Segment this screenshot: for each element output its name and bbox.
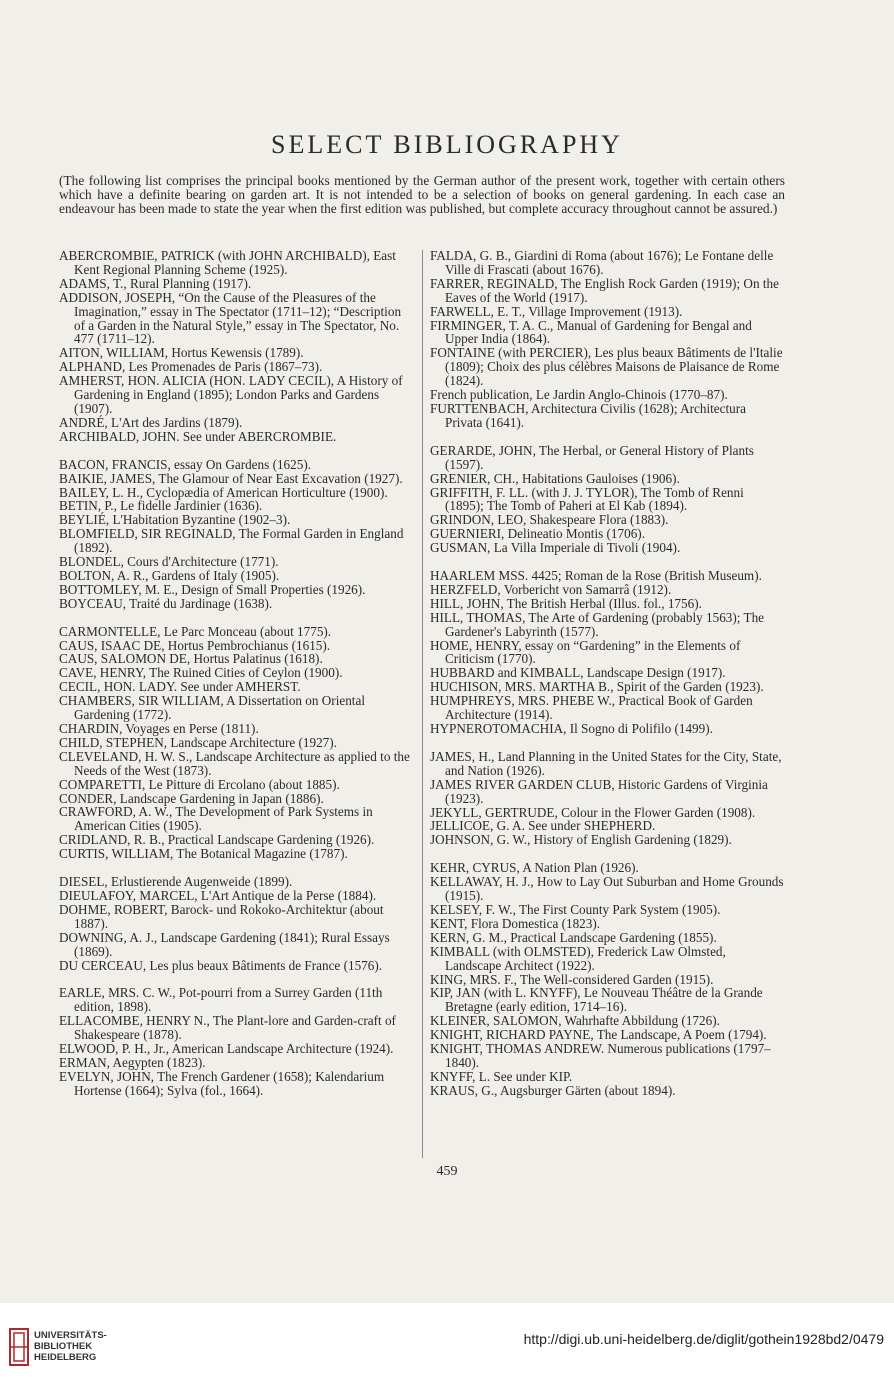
bibliography-entry: HYPNEROTOMACHIA, Il Sogno di Polifilo (1499). bbox=[430, 721, 713, 736]
bibliography-entry: KENT, Flora Domestica (1823). bbox=[430, 915, 601, 931]
bibliography-entry: French publication, Le Jardin Anglo-Chinois (1770–87). bbox=[430, 387, 728, 403]
intro-paragraph: (The following list comprises the principal books mentioned by the German author of the present work, together with certain others which have a definite bearing on garden art. It is not intended to be a selection of books on general gardening. In each case an endeavour has been made to state the year when the first edition was published, but complete accuracy throughout cannot be assured.) bbox=[59, 173, 785, 217]
bibliography-entry: BLOMFIELD, SIR REGINALD, The Formal Garden in England (1892). bbox=[59, 526, 404, 556]
bibliography-entry: KEHR, CYRUS, A Nation Plan (1926). bbox=[430, 860, 639, 876]
bibliography-entry: DIEULAFOY, MARCEL, L'Art Antique de la Perse (1884). bbox=[59, 887, 377, 903]
bibliography-entry: KRAUS, G., Augsburger Gärten (about 1894). bbox=[430, 1082, 676, 1098]
group-spacer bbox=[430, 430, 785, 444]
bibliography-entry: GRINDON, LEO, Shakespeare Flora (1883). bbox=[430, 512, 669, 528]
library-name-line: UNIVERSITÄTS- bbox=[34, 1330, 107, 1341]
library-name bbox=[34, 1330, 107, 1363]
bibliography-entry: BOTTOMLEY, M. E., Design of Small Properties (1926). bbox=[59, 581, 366, 597]
group-spacer bbox=[430, 847, 785, 861]
bibliography-entry: EARLE, MRS. C. W., Pot-pourri from a Surrey Garden (11th edition, 1898). bbox=[59, 985, 383, 1015]
bibliography-entry: CHARDIN, Voyages en Perse (1811). bbox=[59, 721, 259, 736]
bibliography-entry: COMPARETTI, Le Pitture di Ercolano (about 1885). bbox=[59, 776, 340, 792]
library-logo-icon[interactable] bbox=[8, 1327, 30, 1372]
bibliography-entry: KNIGHT, THOMAS ANDREW. Numerous publications (1797–1840). bbox=[430, 1041, 771, 1070]
bibliography-entry: CLEVELAND, H. W. S., Landscape Architecture as applied to the Needs of the West (1873). bbox=[59, 748, 410, 778]
bibliography-entry: KING, MRS. F., The Well-considered Garden (1915). bbox=[430, 971, 714, 987]
group-spacer bbox=[430, 555, 785, 569]
library-name-line: BIBLIOTHEK bbox=[34, 1341, 93, 1352]
bibliography-entry: BOYCEAU, Traité du Jardinage (1638). bbox=[59, 595, 273, 611]
bibliography-entry: ERMAN, Aegypten (1823). bbox=[59, 1054, 206, 1070]
bibliography-entry: KELSEY, F. W., The First County Park System (1905). bbox=[430, 901, 721, 917]
bibliography-entry: BAIKIE, JAMES, The Glamour of Near East Excavation (1927). bbox=[59, 470, 403, 486]
bibliography-entry: ANDRÉ, L'Art des Jardins (1879). bbox=[59, 414, 243, 430]
bibliography-entry: JOHNSON, G. W., History of English Gardening (1829). bbox=[430, 832, 732, 848]
bibliography-entry: FIRMINGER, T. A. C., Manual of Gardening for Bengal and Upper India (1864). bbox=[430, 317, 752, 347]
bibliography-right-column bbox=[430, 249, 785, 1098]
bibliography-entry: BEYLIÉ, L'Habitation Byzantine (1902–3). bbox=[59, 512, 291, 528]
group-spacer bbox=[59, 444, 414, 458]
bibliography-entry: GRENIER, CH., Habitations Gauloises (1906). bbox=[430, 470, 680, 486]
bibliography-entry: GRIFFITH, F. LL. (with J. J. TYLOR), The Tomb of Renni (1895); The Tomb of Paheri at El Kab (1894). bbox=[430, 484, 744, 514]
bibliography-entry: DU CERCEAU, Les plus beaux Bâtiments de France (1576). bbox=[59, 957, 383, 973]
bibliography-entry: KLEINER, SALOMON, Wahrhafte Abbildung (1726). bbox=[430, 1013, 720, 1029]
bibliography-entry: BETIN, P., Le fidelle Jardinier (1636). bbox=[59, 498, 263, 514]
bibliography-entry: JAMES, H., Land Planning in the United States for the City, State, and Nation (1926). bbox=[430, 748, 782, 778]
group-spacer bbox=[59, 972, 414, 986]
bibliography-entry: HILL, JOHN, The British Herbal (Illus. fol., 1756). bbox=[430, 595, 702, 611]
bibliography-entry: BOLTON, A. R., Gardens of Italy (1905). bbox=[59, 567, 280, 583]
bibliography-entry: FONTAINE (with PERCIER), Les plus beaux Bâtiments de l'Italie (1809); Choix des plus célèbres Maisons de Plaisance de Rome (1824). bbox=[430, 345, 783, 389]
source-url-link[interactable]: http://digi.ub.uni-heidelberg.de/diglit/gothein1928bd2/0479 bbox=[523, 1331, 884, 1347]
group-spacer bbox=[430, 736, 785, 750]
bibliography-entry: HUMPHREYS, MRS. PHEBE W., Practical Book of Garden Architecture (1914). bbox=[430, 693, 753, 723]
bibliography-entry: FURTTENBACH, Architectura Civilis (1628); Architectura Privata (1641). bbox=[430, 400, 747, 430]
bibliography-entry: CAUS, ISAAC DE, Hortus Pembrochianus (1615). bbox=[59, 637, 331, 653]
bibliography-entry: ADDISON, JOSEPH, “On the Cause of the Pleasures of the Imagination,” essay in The Spectator (1711–12); “Description of a Garden in the Natural Style,” essay in The Spectator, No. 477 (1711–12). bbox=[59, 289, 402, 347]
bibliography-entry: CONDER, Landscape Gardening in Japan (1886). bbox=[59, 790, 324, 806]
bibliography-entry: ALPHAND, Les Promenades de Paris (1867–73). bbox=[59, 359, 323, 375]
library-name-line: HEIDELBERG bbox=[34, 1352, 97, 1363]
bibliography-entry: KNIGHT, RICHARD PAYNE, The Landscape, A Poem (1794). bbox=[430, 1027, 767, 1043]
bibliography-entry: GERARDE, JOHN, The Herbal, or General History of Plants (1597). bbox=[430, 442, 754, 472]
bibliography-entry: ADAMS, T., Rural Planning (1917). bbox=[59, 275, 252, 291]
bibliography-entry: HUBBARD and KIMBALL, Landscape Design (1917). bbox=[430, 665, 726, 681]
bibliography-entry: KIMBALL (with OLMSTED), Frederick Law Olmsted, Landscape Architect (1922). bbox=[430, 943, 726, 973]
page-number: 459 bbox=[436, 1164, 458, 1179]
column-divider bbox=[422, 250, 423, 1158]
bibliography-entry: JEKYLL, GERTRUDE, Colour in the Flower Garden (1908). bbox=[430, 804, 756, 820]
bibliography-entry: HAARLEM MSS. 4425; Roman de la Rose (British Museum). bbox=[430, 568, 762, 584]
bibliography-entry: CHAMBERS, SIR WILLIAM, A Dissertation on Oriental Gardening (1772). bbox=[59, 693, 365, 723]
bibliography-entry: BLONDEL, Cours d'Architecture (1771). bbox=[59, 554, 279, 570]
bibliography-entry: KIP, JAN (with L. KNYFF), Le Nouveau Théâtre de la Grande Bretagne (early edition, 1714–16). bbox=[430, 985, 763, 1015]
bibliography-entry: CECIL, HON. LADY. See under AMHERST. bbox=[59, 679, 301, 695]
bibliography-entry: BACON, FRANCIS, essay On Gardens (1625). bbox=[59, 456, 312, 472]
bibliography-entry: HERZFELD, Vorbericht von Samarrâ (1912). bbox=[430, 581, 672, 597]
bibliography-entry: FARWELL, E. T., Village Improvement (1913). bbox=[430, 303, 683, 319]
bibliography-entry: CURTIS, WILLIAM, The Botanical Magazine (1787). bbox=[59, 846, 348, 862]
bibliography-entry: CAVE, HENRY, The Ruined Cities of Ceylon (1900). bbox=[59, 665, 343, 681]
bibliography-entry: JELLICOE, G. A. See under SHEPHERD. bbox=[430, 818, 656, 834]
bibliography-entry: CAUS, SALOMON DE, Hortus Palatinus (1618). bbox=[59, 651, 323, 667]
bibliography-entry: JAMES RIVER GARDEN CLUB, Historic Gardens of Virginia (1923). bbox=[430, 776, 768, 806]
bibliography-entry: GUSMAN, La Villa Imperiale di Tivoli (1904). bbox=[430, 540, 681, 556]
bibliography-left-column bbox=[59, 249, 414, 1098]
bibliography-entry: HILL, THOMAS, The Arte of Gardening (probably 1563); The Gardener's Labyrinth (1577). bbox=[430, 609, 765, 639]
bibliography-entry: DIESEL, Erlustierende Augenweide (1899). bbox=[59, 874, 293, 890]
bibliography-entry: AMHERST, HON. ALICIA (HON. LADY CECIL), A History of Gardening in England (1895); London Parks and Gardens (1907). bbox=[59, 373, 403, 416]
bibliography-entry: DOHME, ROBERT, Barock- und Rokoko-Architektur (about 1887). bbox=[59, 901, 384, 931]
bibliography-entry: ABERCROMBIE, PATRICK (with JOHN ARCHIBALD), East Kent Regional Planning Scheme (1925). bbox=[59, 248, 396, 277]
bibliography-entry: GUERNIERI, Delineatio Montis (1706). bbox=[430, 526, 645, 542]
bibliography-entry: KNYFF, L. See under KIP. bbox=[430, 1068, 573, 1084]
group-spacer bbox=[59, 861, 414, 875]
bibliography-entry: CARMONTELLE, Le Parc Monceau (about 1775). bbox=[59, 623, 332, 639]
bibliography-entry: CRAWFORD, A. W., The Development of Park Systems in American Cities (1905). bbox=[59, 804, 373, 834]
bibliography-entry: HOME, HENRY, essay on “Gardening” in the Elements of Criticism (1770). bbox=[430, 637, 741, 667]
bibliography-entry: AITON, WILLIAM, Hortus Kewensis (1789). bbox=[59, 345, 304, 361]
bibliography-entry: KELLAWAY, H. J., How to Lay Out Suburban and Home Grounds (1915). bbox=[430, 874, 784, 904]
bibliography-entry: BAILEY, L. H., Cyclopædia of American Horticulture (1900). bbox=[59, 484, 388, 500]
bibliography-entry: KERN, G. M., Practical Landscape Gardening (1855). bbox=[430, 929, 717, 945]
bibliography-entry: FARRER, REGINALD, The English Rock Garden (1919); On the Eaves of the World (1917). bbox=[430, 275, 779, 305]
bibliography-entry: CRIDLAND, R. B., Practical Landscape Gardening (1926). bbox=[59, 832, 375, 848]
group-spacer bbox=[59, 611, 414, 625]
bibliography-entry: HUCHISON, MRS. MARTHA B., Spirit of the Garden (1923). bbox=[430, 679, 764, 695]
bibliography-entry: ARCHIBALD, JOHN. See under ABERCROMBIE. bbox=[59, 428, 337, 444]
bibliography-entry: FALDA, G. B., Giardini di Roma (about 1676); Le Fontane delle Ville di Frascati (about 1676). bbox=[430, 248, 774, 277]
page-title: SELECT BIBLIOGRAPHY bbox=[271, 130, 623, 159]
bibliography-entry: EVELYN, JOHN, The French Gardener (1658); Kalendarium Hortense (1664); Sylva (fol., 1664). bbox=[59, 1068, 385, 1098]
bibliography-entry: CHILD, STEPHEN, Landscape Architecture (1927). bbox=[59, 734, 337, 750]
bibliography-entry: ELWOOD, P. H., Jr., American Landscape Architecture (1924). bbox=[59, 1041, 394, 1057]
bibliography-entry: ELLACOMBE, HENRY N., The Plant-lore and Garden-craft of Shakespeare (1878). bbox=[59, 1013, 396, 1043]
bibliography-entry: DOWNING, A. J., Landscape Gardening (1841); Rural Essays (1869). bbox=[59, 929, 390, 959]
